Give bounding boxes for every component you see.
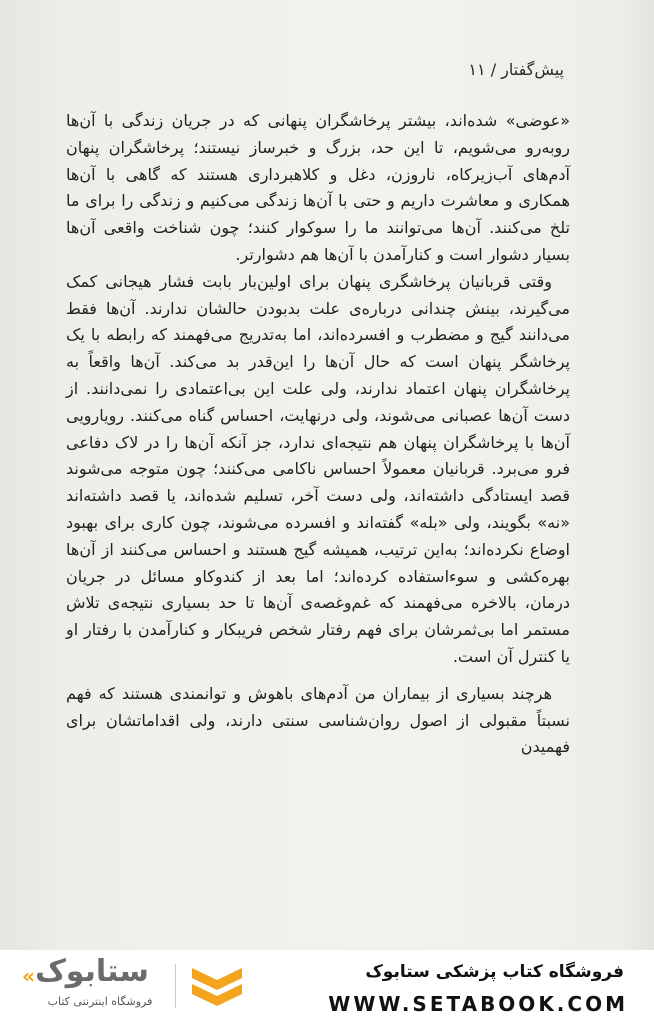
paragraph-1: «عوضی» شده‌اند، بیشتر پرخاشگران پنهانی که در جریان زندگی با آن‌ها روبه‌رو می‌شویم، تا این حد، بزرگ و خبرساز نیستند؛ پرخاشگران پنهان آدم‌های آب‌زیرکاه، ناروزن، دغل و کلاهبرداری هستند که گاهی با آن‌ها همکاری و معاشرت داریم و حتی با آن‌ها زندگی می‌کنیم و زندگی را برای ما تلخ می‌کنند. آن‌ها می‌توانند ما را سوکوار کنند؛ چون شناخت واقعی آن‌ها بسیار دشوار است و کنارآمدن با آن‌ها هم دشوارتر.	[66, 111, 570, 264]
body-text	[66, 108, 570, 761]
setabook-logo-icon	[188, 960, 246, 1010]
paragraph-2: وقتی قربانیان پرخاشگری پنهان برای اولین‌بار بابت فشار هیجانی کمک می‌گیرند، بینش چندانی درباره‌ی علت بدبودن حالشان ندارند. آن‌ها فقط می‌دانند گیج و مضطرب و افسرده‌اند، اما به‌تدریج می‌فهمند که رابطه با یک پرخاشگر پنهان است که حال آن‌ها را این‌قدر بد می‌کند. آن‌ها واقعاً به پرخاشگران پنهان اعتماد ندارند، ولی علت این بی‌اعتمادی را نمی‌دانند. از دست آن‌ها عصبانی می‌شوند، ولی درنهایت، احساس گناه می‌کنند. رویارویی آن‌ها با پرخاشگران پنهان هم نتیجه‌ای ندارد، جز آنکه آن‌ها را در لاک دفاعی فرو می‌برد. قربانیان معمولاً احساس ناکامی می‌کنند؛ چون متوجه می‌شوند قصد ایستادگی داشته‌اند، ولی دست آخر، تسلیم شده‌اند، یا قصد داشته‌اند «نه» بگویند، ولی «بله» گفته‌اند و افسرده می‌شوند، چون کاری برای بهبود اوضاع نکرده‌اند؛ به‌این ترتیب، همیشه گیج هستند و احساس می‌کنند از آن‌ها بهره‌کشی و سوءاستفاده کرده‌اند؛ اما بعد از کندوکاو مسائل در جریان درمان، بالاخره می‌فهمند که غم‌وغصه‌ی آن‌ها تا حد بسیاری نتیجه‌ی تلاش مستمر اما بی‌ثمرشان برای فهم رفتار شخص فریبکار و کنارآمدن با رفتار او یا کنترل آن است.	[66, 271, 570, 666]
logo-chevrons-icon: «	[22, 964, 35, 988]
logo-divider	[175, 964, 176, 1008]
paragraph-3: هرچند بسیاری از بیماران من آدم‌های باهوش و توانمندی هستند که فهم نسبتاً مقبولی از اصول روان‌شناسی سنتی دارند، ولی اقداماتشان برای فهمیدن	[66, 683, 570, 757]
store-website[interactable]: WWW.SETABOOK.COM	[328, 992, 628, 1016]
setabook-logo-wordmark: ستابوک	[35, 954, 149, 989]
page-spine-shadow	[614, 0, 654, 950]
logo-tagline: فروشگاه اینترنتی کتاب	[47, 995, 153, 1008]
running-header: پیش‌گفتار / ۱۱	[468, 60, 564, 79]
store-name: فروشگاه کتاب پزشکی ستابوک	[365, 962, 624, 982]
